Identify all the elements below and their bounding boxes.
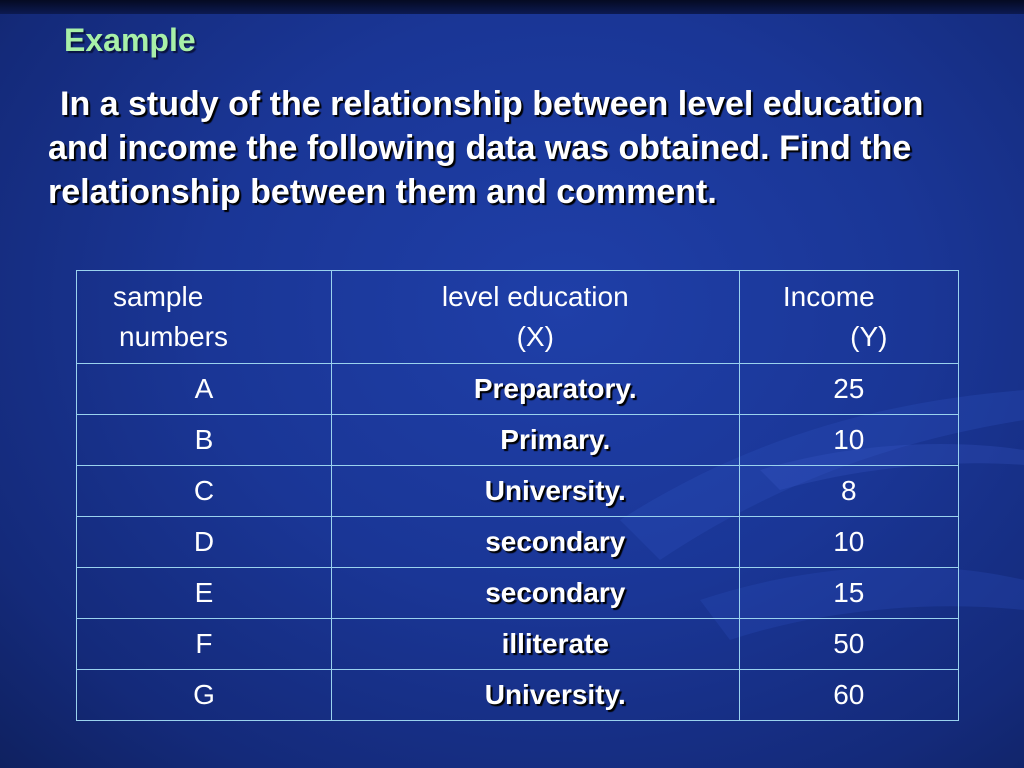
cell-income: 10 — [739, 415, 958, 466]
cell-sample: E — [77, 568, 332, 619]
header-sample-line1: sample — [113, 281, 204, 312]
header-education-line1: level education — [441, 281, 629, 312]
table-header-row — [77, 271, 959, 364]
cell-income: 15 — [739, 568, 958, 619]
header-sample-line2: numbers — [119, 321, 228, 352]
cell-education-text: Preparatory. — [473, 373, 637, 404]
cell-education-text: secondary — [485, 526, 626, 557]
cell-education — [331, 568, 739, 619]
table-row — [77, 619, 959, 670]
table-row — [77, 517, 959, 568]
cell-sample: C — [77, 466, 332, 517]
cell-education-text: secondary — [485, 577, 626, 608]
cell-sample: F — [77, 619, 332, 670]
cell-income: 8 — [739, 466, 958, 517]
cell-education-text: University. — [484, 475, 626, 506]
header-level-education — [331, 271, 739, 364]
header-sample-numbers — [77, 271, 332, 364]
table-row — [77, 466, 959, 517]
cell-income: 25 — [739, 364, 958, 415]
cell-income: 50 — [739, 619, 958, 670]
cell-education — [331, 364, 739, 415]
header-income-line1: Income — [782, 281, 875, 312]
cell-sample: A — [77, 364, 332, 415]
table-row — [77, 415, 959, 466]
header-education-line2: (X) — [516, 321, 554, 352]
cell-education — [331, 619, 739, 670]
table-row — [77, 364, 959, 415]
cell-education — [331, 415, 739, 466]
cell-sample: D — [77, 517, 332, 568]
table-row — [77, 670, 959, 721]
cell-education — [331, 670, 739, 721]
cell-income: 10 — [739, 517, 958, 568]
header-income — [739, 271, 958, 364]
header-income-line2: (Y) — [850, 321, 888, 352]
cell-sample: B — [77, 415, 332, 466]
cell-sample: G — [77, 670, 332, 721]
problem-statement: In a study of the relationship between level education and income the following data was obtained. Find the relationship between them and comment. — [48, 85, 924, 211]
cell-education-text: University. — [484, 679, 626, 710]
slide-heading: Example — [64, 22, 196, 58]
cell-education-text: illiterate — [501, 628, 609, 659]
table-row — [77, 568, 959, 619]
cell-education — [331, 466, 739, 517]
cell-education-text: Primary. — [500, 424, 611, 455]
cell-income: 60 — [739, 670, 958, 721]
data-table — [76, 270, 959, 721]
cell-education — [331, 517, 739, 568]
